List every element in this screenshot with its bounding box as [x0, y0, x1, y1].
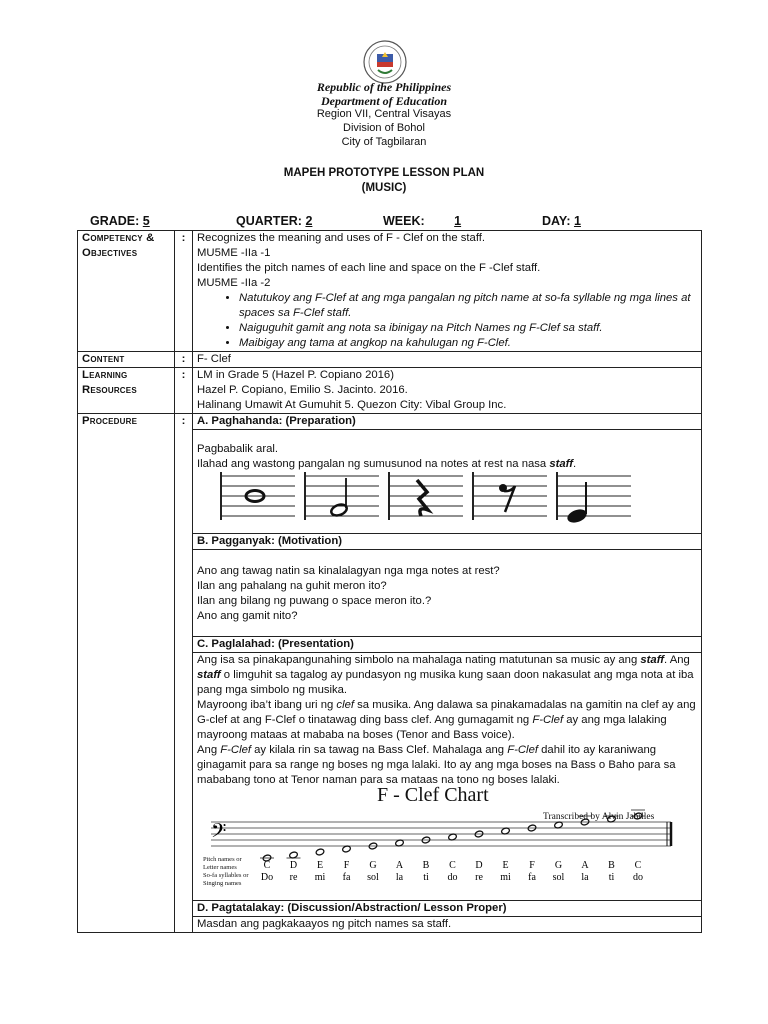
- lesson-plan-table: [77, 230, 702, 933]
- whole-note: [315, 848, 324, 856]
- section-a-line: [197, 457, 697, 472]
- eighth-rest-icon: [473, 472, 547, 520]
- colon: :: [175, 352, 193, 368]
- pitch-letter: B: [422, 860, 430, 871]
- section-a-title: A. Paghahanda: (Preparation): [193, 414, 701, 430]
- content-row: [78, 352, 702, 368]
- sofa-syllable: mi: [314, 872, 326, 883]
- pitch-letter: A: [581, 860, 589, 871]
- quarter-label: QUARTER:: [236, 214, 302, 228]
- day-field: [542, 214, 581, 228]
- lesson-plan-title: MAPEH PROTOTYPE LESSON PLAN: [283, 167, 485, 179]
- competency-label-line2: Objectives: [82, 247, 138, 259]
- text: ay ang mga lalaking mayroong mataas at mababa na boses (Tenor and Bass voice).: [197, 714, 667, 741]
- sofa-syllable: sol: [367, 872, 379, 883]
- quarter-note-icon: [557, 472, 631, 524]
- pitch-letter: G: [554, 860, 563, 871]
- text: ay kilala rin sa tawag na Bass Clef. Mahalaga ang: [251, 744, 508, 756]
- notes-staff-image: [219, 472, 639, 524]
- resource-line: Hazel P. Copiano, Emilio S. Jacinto. 2016.: [197, 384, 408, 396]
- text: Ang: [197, 744, 221, 756]
- competency-line: Recognizes the meaning and uses of F - Clef on the staff.: [197, 232, 486, 244]
- pitch-letter: E: [502, 860, 509, 871]
- lesson-plan-subtitle: (MUSIC): [361, 182, 407, 194]
- pitch-letter: C: [634, 860, 642, 871]
- sofa-syllable: re: [289, 872, 298, 883]
- text: . Ang: [664, 654, 690, 666]
- header-republic: Republic of the Philippines: [316, 80, 452, 94]
- pitch-letter: A: [395, 860, 404, 871]
- sofa-syllable: sol: [552, 872, 565, 883]
- whole-note-icon: [221, 472, 295, 520]
- question-line: Ilan ang pahalang na guhit meron ito?: [197, 580, 387, 592]
- competency-code: MU5ME -IIa -2: [197, 277, 271, 289]
- section-c-body: [193, 653, 701, 901]
- text-emphasis: clef: [336, 699, 355, 711]
- quarter-field: [236, 214, 312, 228]
- text-emphasis: staff: [640, 654, 665, 666]
- competency-label: [78, 231, 175, 352]
- text: o limguhit sa tagalog ay pundasyon ng musika kung saan doon nakasulat ang mga nota at iba pang mga simbolo ng musika.: [197, 669, 694, 696]
- section-d-title: D. Pagtatalakay: (Discussion/Abstraction/ Lesson Proper): [193, 901, 701, 917]
- resources-row: [78, 368, 702, 414]
- content-value: F- Clef: [193, 352, 702, 368]
- question-line: Ilan ang bilang ng puwang o space meron ito.?: [197, 595, 432, 607]
- objective-item: • Naiguguhit gamit ang nota sa ibinigay na Pitch Names ng F-Clef sa staff.: [239, 321, 697, 336]
- sofa-syllable: la: [395, 872, 404, 883]
- quarter-rest-icon: [389, 472, 463, 520]
- section-a-line: Pagbabalik aral.: [197, 443, 279, 455]
- pitch-letter: C: [263, 860, 271, 871]
- grade-value: 5: [142, 214, 150, 228]
- text-emphasis: staff: [197, 669, 221, 681]
- section-c-title: C. Paglalahad: (Presentation): [193, 637, 701, 653]
- sofa-syllable: la: [581, 872, 589, 883]
- pitch-letter: D: [475, 860, 483, 871]
- pitch-letter: C: [449, 860, 456, 871]
- f-clef-chart: [203, 784, 683, 898]
- pitch-letter: F: [529, 860, 535, 871]
- pitch-letter: F: [343, 860, 350, 871]
- sofa-syllable: Do: [260, 872, 274, 883]
- chart-label: Pitch names or: [203, 856, 242, 863]
- paragraph: [197, 743, 697, 788]
- chart-label: Singing names: [203, 880, 242, 887]
- competency-content: [193, 231, 702, 352]
- text-emphasis: F-Clef: [220, 744, 252, 756]
- week-field: [383, 214, 461, 228]
- sofa-syllable: re: [475, 872, 483, 883]
- sofa-syllable: ti: [423, 872, 429, 883]
- pitch-letter: G: [369, 860, 377, 871]
- day-label: DAY:: [542, 214, 571, 228]
- colon: :: [175, 231, 193, 352]
- procedure-row: [78, 414, 702, 933]
- half-note-icon: [305, 472, 379, 520]
- competency-line: Identifies the pitch names of each line and space on the F -Clef staff.: [197, 262, 541, 274]
- sofa-syllable: fa: [528, 872, 536, 883]
- sofa-syllable: do: [633, 872, 643, 883]
- section-a-body: [193, 430, 701, 534]
- text-emphasis: staff: [549, 458, 574, 470]
- resources-label-line1: Learning: [82, 369, 128, 381]
- quarter-value: 2: [305, 214, 313, 228]
- competency-code: MU5ME -IIa -1: [197, 247, 271, 259]
- grade-label: GRADE:: [90, 214, 140, 228]
- objective-item: • Natutukoy ang F-Clef at ang mga pangalan ng pitch name at so-fa syllable ng mga lines at spaces sa F-Clef staff.: [239, 291, 697, 321]
- pitch-letter: E: [316, 860, 324, 871]
- text: sa musika. Ang dalawa sa pinakamadalas na gamitin na clef ay ang G-clef at ang F-Clef o tinatawag ding bass clef. Ang gumagamit ng: [197, 699, 696, 726]
- header-department: Department of Education: [320, 94, 447, 108]
- f-clef-staff: [203, 784, 679, 898]
- text-emphasis: F-Clef: [507, 744, 538, 756]
- objective-item: • Maibigay ang tama at angkop na kahulugan ng F-Clef.: [239, 336, 697, 351]
- text: .: [573, 458, 577, 470]
- objectives-list: [197, 291, 697, 351]
- week-value: 1: [454, 214, 462, 228]
- deped-seal-icon: [363, 40, 407, 84]
- text-emphasis: F-Clef: [532, 714, 564, 726]
- text: Ang isa sa pinakapangunahing simbolo na mahalaga nating matutunan sa music ay ang: [197, 654, 641, 666]
- paragraph: [197, 653, 697, 698]
- pitch-letter: B: [608, 860, 615, 871]
- section-b-title: B. Pagganyak: (Motivation): [193, 534, 701, 550]
- chart-credit: Transcribed by Alvin Jabilles: [543, 812, 655, 822]
- resources-content: [193, 368, 702, 414]
- competency-label-line1: Competency &: [82, 232, 155, 244]
- chart-title: F - Clef Chart: [377, 784, 489, 806]
- text: dahil ito ay karaniwang ginagamit para sa range ng boses ng mga lalaki. Ito ay ang mga boses na Bass o Baho para sa mababang tono at Tenor naman para sa mataas na tono ng boses lalaki.: [197, 744, 676, 786]
- resources-label: [78, 368, 175, 414]
- text: Ilahad ang wastong pangalan ng sumusunod na notes at rest na nasa: [197, 458, 550, 470]
- colon: :: [175, 368, 193, 414]
- sofa-syllable: do: [447, 872, 458, 883]
- chart-label: So-fa syllables or: [203, 872, 249, 879]
- paragraph: [197, 698, 697, 743]
- question-line: Ano ang gamit nito?: [197, 610, 298, 622]
- procedure-label: Procedure: [78, 414, 175, 933]
- bass-clef-icon: 𝄢: [211, 819, 227, 847]
- resource-line: LM in Grade 5 (Hazel P. Copiano 2016): [197, 369, 394, 381]
- competency-row: [78, 231, 702, 352]
- day-value: 1: [573, 214, 581, 228]
- section-b-body: [193, 550, 701, 637]
- grade-field: [90, 214, 150, 228]
- pitch-letter: D: [289, 860, 298, 871]
- sofa-syllable: mi: [500, 872, 511, 883]
- text: Mayroong iba’t ibang uri ng: [197, 699, 337, 711]
- chart-label: Letter names: [203, 864, 237, 871]
- header-city: City of Tagbilaran: [341, 136, 427, 148]
- header-division: Division of Bohol: [343, 122, 425, 134]
- sofa-syllable: ti: [608, 872, 615, 883]
- colon: :: [175, 414, 193, 933]
- header-region: Region VII, Central Visayas: [316, 108, 452, 120]
- content-label: Content: [78, 352, 175, 368]
- resource-line: Halinang Umawit At Gumuhit 5. Quezon City: Vibal Group Inc.: [197, 399, 507, 411]
- resources-label-line2: Resources: [82, 384, 137, 396]
- section-d-body: Masdan ang pagkakaayos ng pitch names sa staff.: [197, 918, 452, 930]
- week-label: WEEK:: [383, 214, 425, 228]
- procedure-content: [193, 414, 702, 933]
- question-line: Ano ang tawag natin sa kinalalagyan nga mga notes at rest?: [197, 565, 500, 577]
- sofa-syllable: fa: [342, 872, 351, 883]
